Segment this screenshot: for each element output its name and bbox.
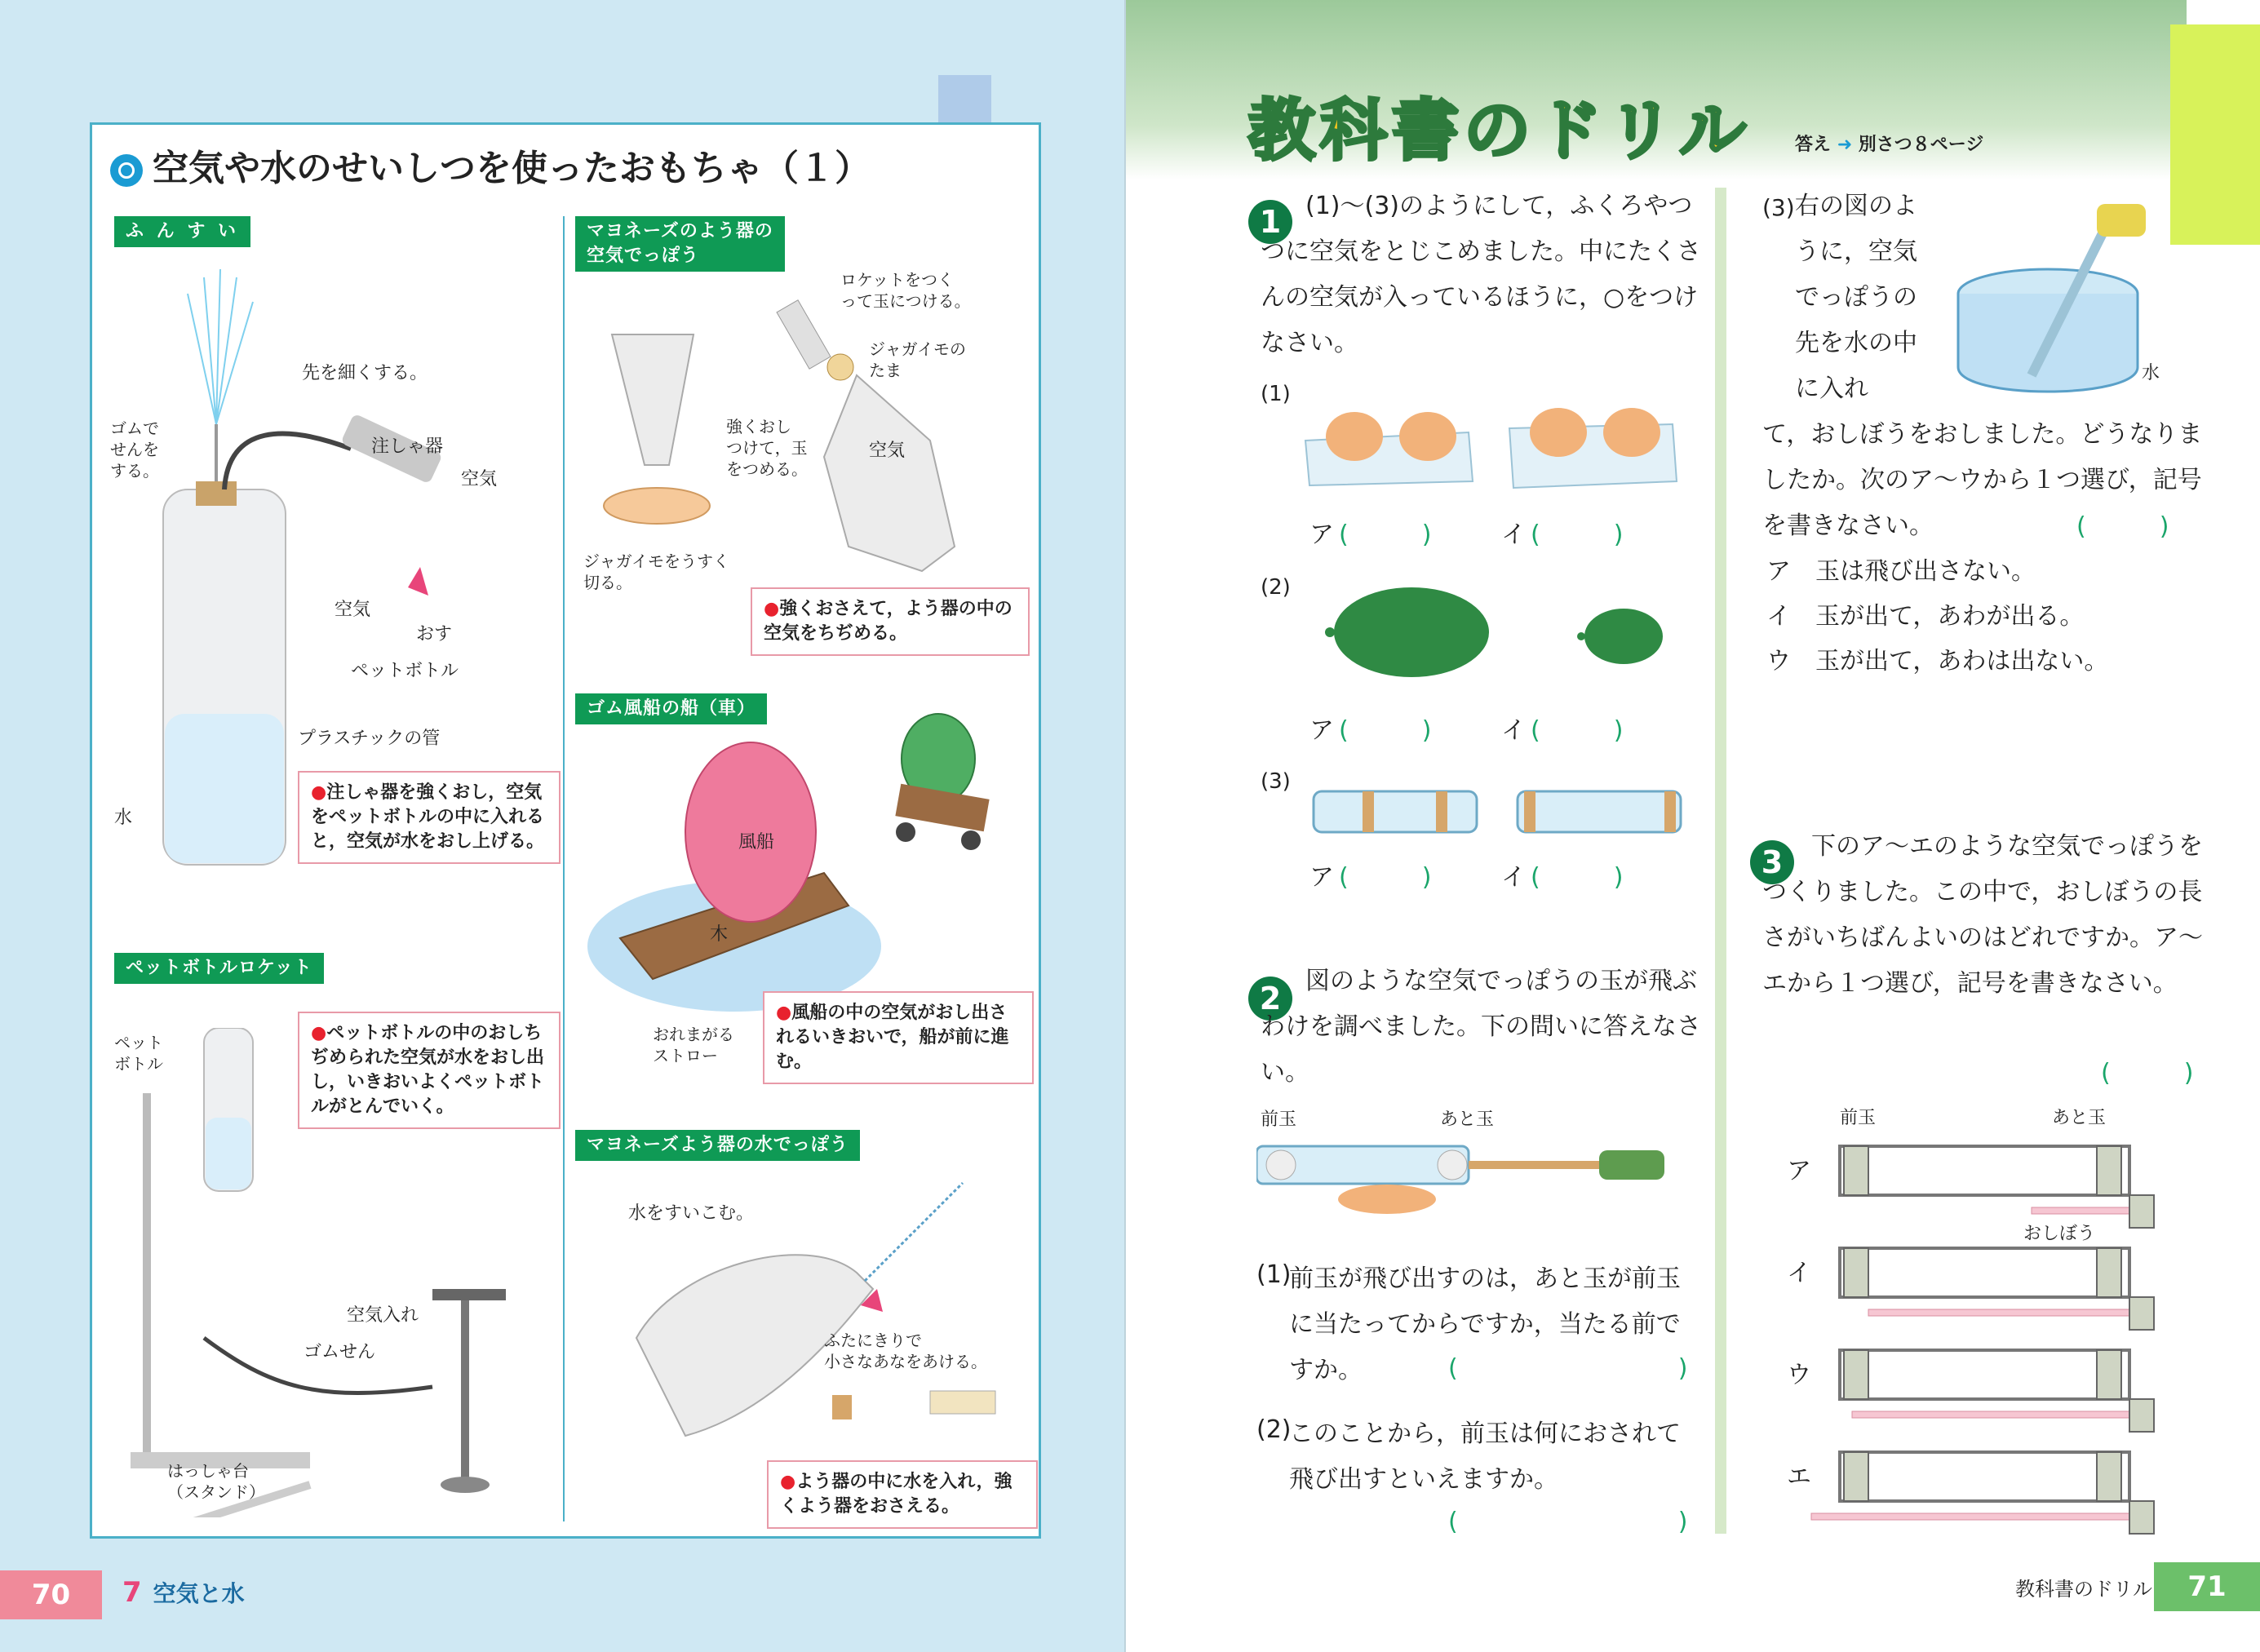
label-air-mayo: 空気: [869, 441, 906, 461]
bullet-icon: ●: [776, 1003, 792, 1023]
bullet-icon: ●: [764, 599, 780, 619]
label-wood: 木: [710, 924, 729, 945]
section-tag-funsui: ふ ん す い: [114, 216, 250, 247]
bullet-icon: ●: [311, 782, 327, 803]
q1-3-answer-b[interactable]: [1501, 857, 1623, 892]
note-mayo-water-gun: [767, 1460, 1038, 1529]
choice-label: ア: [1309, 520, 1334, 549]
q3-answer[interactable]: ( ): [2101, 1059, 2194, 1087]
section-tag-pet-rocket: ペットボトルロケット: [114, 953, 324, 984]
question-number-2: 2: [1248, 977, 1292, 1021]
q1-balloons-illustration: [1305, 583, 1697, 689]
choice-label: イ: [1501, 716, 1526, 745]
label-air-in: 空気入れ: [347, 1305, 419, 1326]
q1-bags-illustration: [1297, 392, 1705, 498]
page-title: [110, 139, 871, 191]
chapter-number: 7: [122, 1576, 142, 1609]
q1-tubes-illustration: [1305, 783, 1697, 840]
note-funsui: [298, 771, 561, 864]
label-suck: 水をすいこむ。: [628, 1203, 755, 1224]
note-mayo-water-gun-text: よう器の中に水を入れ，強くよう器をおさえる。: [780, 1472, 1013, 1517]
q1-1-answer-a[interactable]: [1309, 514, 1431, 550]
q3-row-label-c: ウ: [1787, 1361, 1811, 1389]
note-balloon-boat-text: 風船の中の空気がおし出されるいきおいで，船が前に進む。: [776, 1003, 1009, 1072]
label-tip: 先を細くする。: [302, 363, 428, 383]
label-potato: ジャガイモの たま: [869, 339, 966, 380]
q3-label-rod: おしぼう: [2023, 1224, 2096, 1244]
q2-sub1-text: 前玉が飛び出すのは，あと玉が前玉に当たってからですか，当たる前ですか。: [1289, 1264, 1681, 1384]
choice-text: 玉は飛び出さない。: [1815, 557, 2036, 586]
label-rocket: ロケットをつく って玉につける。: [840, 270, 971, 311]
choice-text: 玉が出て，あわは出ない。: [1815, 647, 2109, 675]
q2-air-gun-illustration: [1256, 1130, 1681, 1220]
q1-item-2-label: (2): [1261, 575, 1291, 600]
label-rubber-stopper: ゴムせん: [304, 1342, 376, 1362]
label-syringe: 注しゃ器: [371, 436, 444, 457]
q1-3-choice-b: [1766, 596, 2084, 631]
drill-title: 教科書のドリル: [1248, 92, 1752, 170]
answer-paren: ( ): [1339, 863, 1432, 892]
q3-row-label-b: イ: [1787, 1259, 1811, 1287]
choice-label: ウ: [1766, 647, 1791, 675]
note-balloon-boat: [763, 991, 1034, 1084]
q2-sub2-text: このことから，前玉は何におされて飛び出すといえますか。: [1289, 1419, 1681, 1494]
label-air-bottle: 空気: [335, 600, 371, 620]
question-2-text: 図のような空気でっぽうの玉が飛ぶわけを調べました。下の問いに答えなさい。: [1261, 967, 1701, 1087]
label-press: 強くおし つけて，玉 をつめる。: [726, 417, 808, 479]
choice-label: イ: [1501, 863, 1526, 892]
q1-3-answer-a[interactable]: [1309, 857, 1431, 892]
label-rubber: ゴムで せんを する。: [110, 419, 159, 481]
q1-3-water-label: 水: [2142, 363, 2160, 383]
sticky-note-yellow: [2170, 24, 2260, 245]
answer-ref-prefix: 答え: [1795, 135, 1832, 155]
label-hole: ふたにきりで 小さなあなをあける。: [824, 1331, 987, 1371]
q1-item-3-label: (3): [1261, 769, 1291, 794]
q3-label-back: あと玉: [2052, 1108, 2107, 1128]
choice-label: ア: [1766, 557, 1791, 586]
label-slice: ジャガイモをうすく 切る。: [583, 551, 729, 592]
choice-text: 玉が出て，あわが出る。: [1815, 602, 2085, 631]
column-divider-right: [1715, 188, 1726, 1534]
note-mayo-air-gun-text: 強くおさえて，よう器の中の空気をちぢめる。: [764, 599, 1013, 644]
q2-sub2-answer[interactable]: ( ): [1448, 1508, 1688, 1536]
label-pet-bottle: ペット ボトル: [114, 1033, 163, 1074]
q1-2-answer-a[interactable]: [1309, 710, 1431, 746]
label-tube: プラスチックの管: [298, 729, 441, 749]
section-tag-mayo-air-gun: マヨネーズのよう器の 空気でっぽう: [575, 216, 785, 272]
answer-paren: ( ): [1531, 863, 1624, 892]
note-pet-rocket-text: ペットボトルの中のおしちぢめられた空気が水をおし出し，いきおいよくペットボトルがとんでいく。: [311, 1023, 545, 1117]
q2-label-back: あと玉: [1440, 1109, 1495, 1130]
label-balloon: 風船: [738, 832, 775, 853]
section-tag-balloon-boat: ゴム風船の船（車）: [575, 693, 767, 724]
arrow-right-icon: ➜: [1837, 135, 1853, 155]
q1-item-1-label: (1): [1261, 382, 1291, 406]
bullet-icon: ●: [780, 1472, 796, 1492]
label-bottle: ペットボトル: [351, 661, 459, 681]
chapter-title: 空気と水: [153, 1580, 245, 1607]
q1-3-text-top: 右の図のように，空気でっぽうの先を水の中に入れ: [1795, 192, 1917, 403]
q3-air-guns-illustration: [1795, 1130, 2162, 1554]
column-divider: [563, 216, 565, 1521]
q1-3-label: (3): [1762, 194, 1795, 221]
q1-3-choice-c: [1766, 640, 2108, 676]
choice-label: ア: [1309, 863, 1334, 892]
answer-paren: ( ): [1339, 520, 1432, 549]
choice-label: イ: [1501, 520, 1526, 549]
answer-reference: [1795, 131, 1983, 156]
note-funsui-text: 注しゃ器を強くおし，空気をペットボトルの中に入れると，空気が水をおし上げる。: [311, 782, 545, 852]
q2-label-front: 前玉: [1261, 1109, 1297, 1130]
choice-label: ア: [1309, 716, 1334, 745]
label-stand: はっしゃ台 （スタンド）: [167, 1461, 265, 1502]
question-number-1: 1: [1248, 200, 1292, 244]
q1-3-water-illustration: [1950, 196, 2170, 408]
answer-paren: ( ): [1531, 520, 1624, 549]
note-mayo-air-gun: [751, 587, 1030, 656]
chapter-label: [122, 1576, 245, 1609]
choice-label: イ: [1766, 602, 1791, 631]
label-straw: おれまがる ストロー: [653, 1025, 734, 1065]
q1-1-answer-b[interactable]: [1501, 514, 1623, 550]
question-3-text: 下のア～エのような空気でっぽうをつくりました。この中で，おしぼうの長さがいちばんよいのはどれですか。ア～エから１つ選び，記号を書きなさい。: [1762, 832, 2203, 998]
page-number-left: 70: [0, 1570, 102, 1619]
q1-3-text-rest: て，おしぼうをおしました。どうなりましたか。次のア～ウから１つ選び，記号を書きなさい。: [1762, 420, 2203, 540]
footer-label-right: 教科書のドリル: [2015, 1578, 2152, 1601]
label-water: 水: [114, 808, 133, 828]
answer-paren: ( ): [1531, 716, 1624, 745]
q2-sub1-label: (1): [1256, 1260, 1292, 1289]
target-icon: [110, 154, 143, 187]
question-number-3: 3: [1750, 840, 1794, 884]
pet-rocket-illustration: [106, 1028, 563, 1517]
q3-row-label-d: エ: [1787, 1463, 1811, 1491]
q1-2-answer-b[interactable]: [1501, 710, 1623, 746]
q2-sub2-label: (2): [1256, 1415, 1292, 1444]
bullet-icon: ●: [311, 1023, 327, 1043]
answer-ref-text: 別さつ８ページ: [1858, 135, 1984, 155]
q3-label-front: 前玉: [1840, 1108, 1877, 1128]
answer-paren: ( ): [1339, 716, 1432, 745]
label-air-top: 空気: [461, 469, 498, 489]
question-1-text: (1)～(3)のようにして，ふくろやつつに空気をとじこめました。中にたくさんの空気が入っているほうに，○をつけなさい。: [1261, 192, 1701, 357]
q2-sub1-answer[interactable]: ( ): [1448, 1354, 1688, 1383]
page-title-text: 空気や水のせいしつを使ったおもちゃ（１）: [153, 148, 871, 189]
q3-row-label-a: ア: [1787, 1157, 1811, 1185]
label-push: おす: [416, 624, 453, 644]
q1-3-choice-a: [1766, 551, 2036, 587]
section-tag-mayo-water-gun: マヨネーズよう器の水でっぽう: [575, 1130, 860, 1161]
page-number-right: 71: [2154, 1562, 2260, 1611]
q1-3-answer[interactable]: ( ): [2076, 512, 2169, 541]
